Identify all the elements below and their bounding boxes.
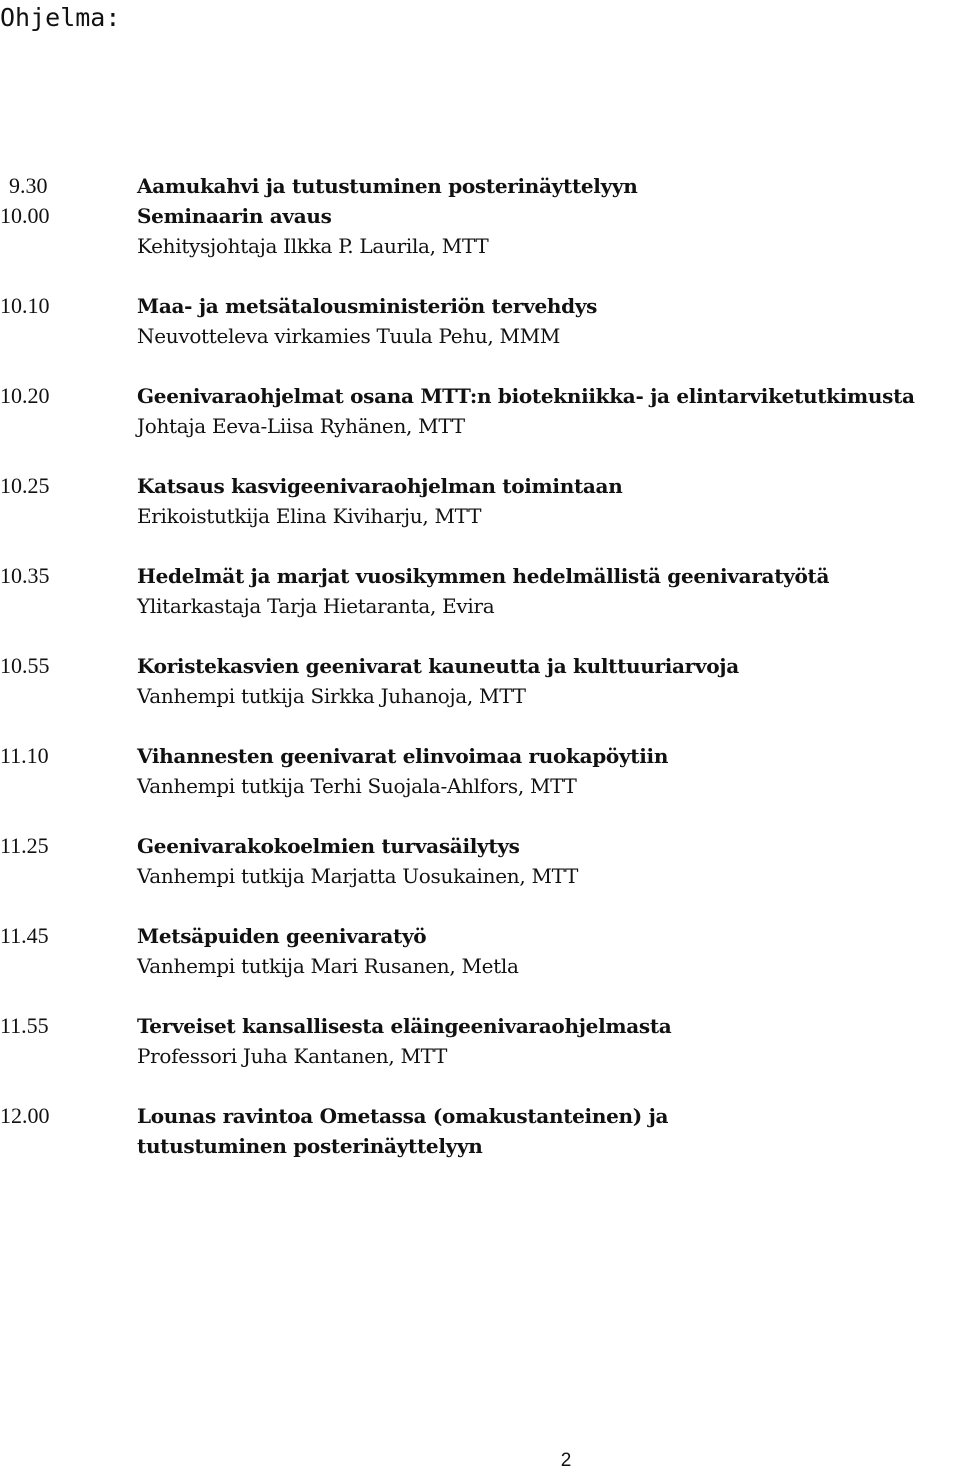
program-speaker: Neuvotteleva virkamies Tuula Pehu, MMM bbox=[137, 324, 561, 348]
program-speaker: Vanhempi tutkija Terhi Suojala-Ahlfors, MTT bbox=[137, 774, 577, 798]
page-title: Ohjelma: bbox=[0, 3, 121, 32]
program-time: 10.20 bbox=[0, 383, 50, 408]
program-item bbox=[0, 651, 960, 711]
program-item bbox=[0, 561, 960, 621]
program-title: Maa- ja metsätalousministeriön tervehdys bbox=[137, 294, 598, 318]
program-title: Katsaus kasvigeenivaraohjelman toimintaan bbox=[137, 474, 623, 498]
program-title: Hedelmät ja marjat vuosikymmen hedelmällistä geenivaratyötä bbox=[137, 564, 830, 588]
program-time: 10.35 bbox=[0, 563, 50, 588]
program-title: Geenivaraohjelmat osana MTT:n biotekniikka- ja elintarviketutkimusta bbox=[137, 384, 915, 408]
program-title: Aamukahvi ja tutustuminen posterinäyttelyyn bbox=[137, 174, 638, 198]
program-time: 10.00 bbox=[0, 203, 50, 228]
program-item bbox=[0, 921, 960, 981]
program-title: Terveiset kansallisesta eläingeenivaraohjelmasta bbox=[137, 1014, 672, 1038]
program-speaker: Professori Juha Kantanen, MTT bbox=[137, 1044, 448, 1068]
program-item bbox=[0, 291, 960, 351]
program-title: Lounas ravintoa Ometassa (omakustanteinen) ja tutustuminen posterinäyttelyyn bbox=[137, 1104, 669, 1158]
program-title: Metsäpuiden geenivaratyö bbox=[137, 924, 427, 948]
program-item bbox=[0, 1101, 960, 1161]
program-time: 11.55 bbox=[0, 1013, 49, 1038]
program-time: 11.10 bbox=[0, 743, 49, 768]
program-list bbox=[0, 171, 960, 1161]
program-speaker: Johtaja Eeva-Liisa Ryhänen, MTT bbox=[137, 414, 465, 438]
program-title: Vihannesten geenivarat elinvoimaa ruokapöytiin bbox=[137, 744, 669, 768]
program-item bbox=[0, 1011, 960, 1071]
program-title: Koristekasvien geenivarat kauneutta ja kulttuuriarvoja bbox=[137, 654, 739, 678]
program-time: 11.45 bbox=[0, 923, 49, 948]
program-item bbox=[0, 201, 960, 261]
program-speaker: Ylitarkastaja Tarja Hietaranta, Evira bbox=[137, 594, 495, 618]
program-item bbox=[0, 171, 960, 201]
program-speaker: Vanhempi tutkija Marjatta Uosukainen, MTT bbox=[137, 864, 579, 888]
program-speaker: Vanhempi tutkija Sirkka Juhanoja, MTT bbox=[137, 684, 526, 708]
program-item bbox=[0, 471, 960, 531]
program-speaker: Kehitysjohtaja Ilkka P. Laurila, MTT bbox=[137, 234, 489, 258]
program-speaker: Erikoistutkija Elina Kiviharju, MTT bbox=[137, 504, 482, 528]
program-time: 10.10 bbox=[0, 293, 50, 318]
page-number: 2 bbox=[560, 1450, 572, 1471]
program-item bbox=[0, 741, 960, 801]
program-item bbox=[0, 381, 960, 441]
program-time: 10.55 bbox=[0, 653, 50, 678]
program-time: 9.30 bbox=[9, 173, 48, 198]
program-time: 10.25 bbox=[0, 473, 50, 498]
program-speaker: Vanhempi tutkija Mari Rusanen, Metla bbox=[137, 954, 519, 978]
program-item bbox=[0, 831, 960, 891]
program-time: 12.00 bbox=[0, 1103, 50, 1128]
program-title: Seminaarin avaus bbox=[137, 204, 332, 228]
program-time: 11.25 bbox=[0, 833, 49, 858]
program-title: Geenivarakokoelmien turvasäilytys bbox=[137, 834, 520, 858]
